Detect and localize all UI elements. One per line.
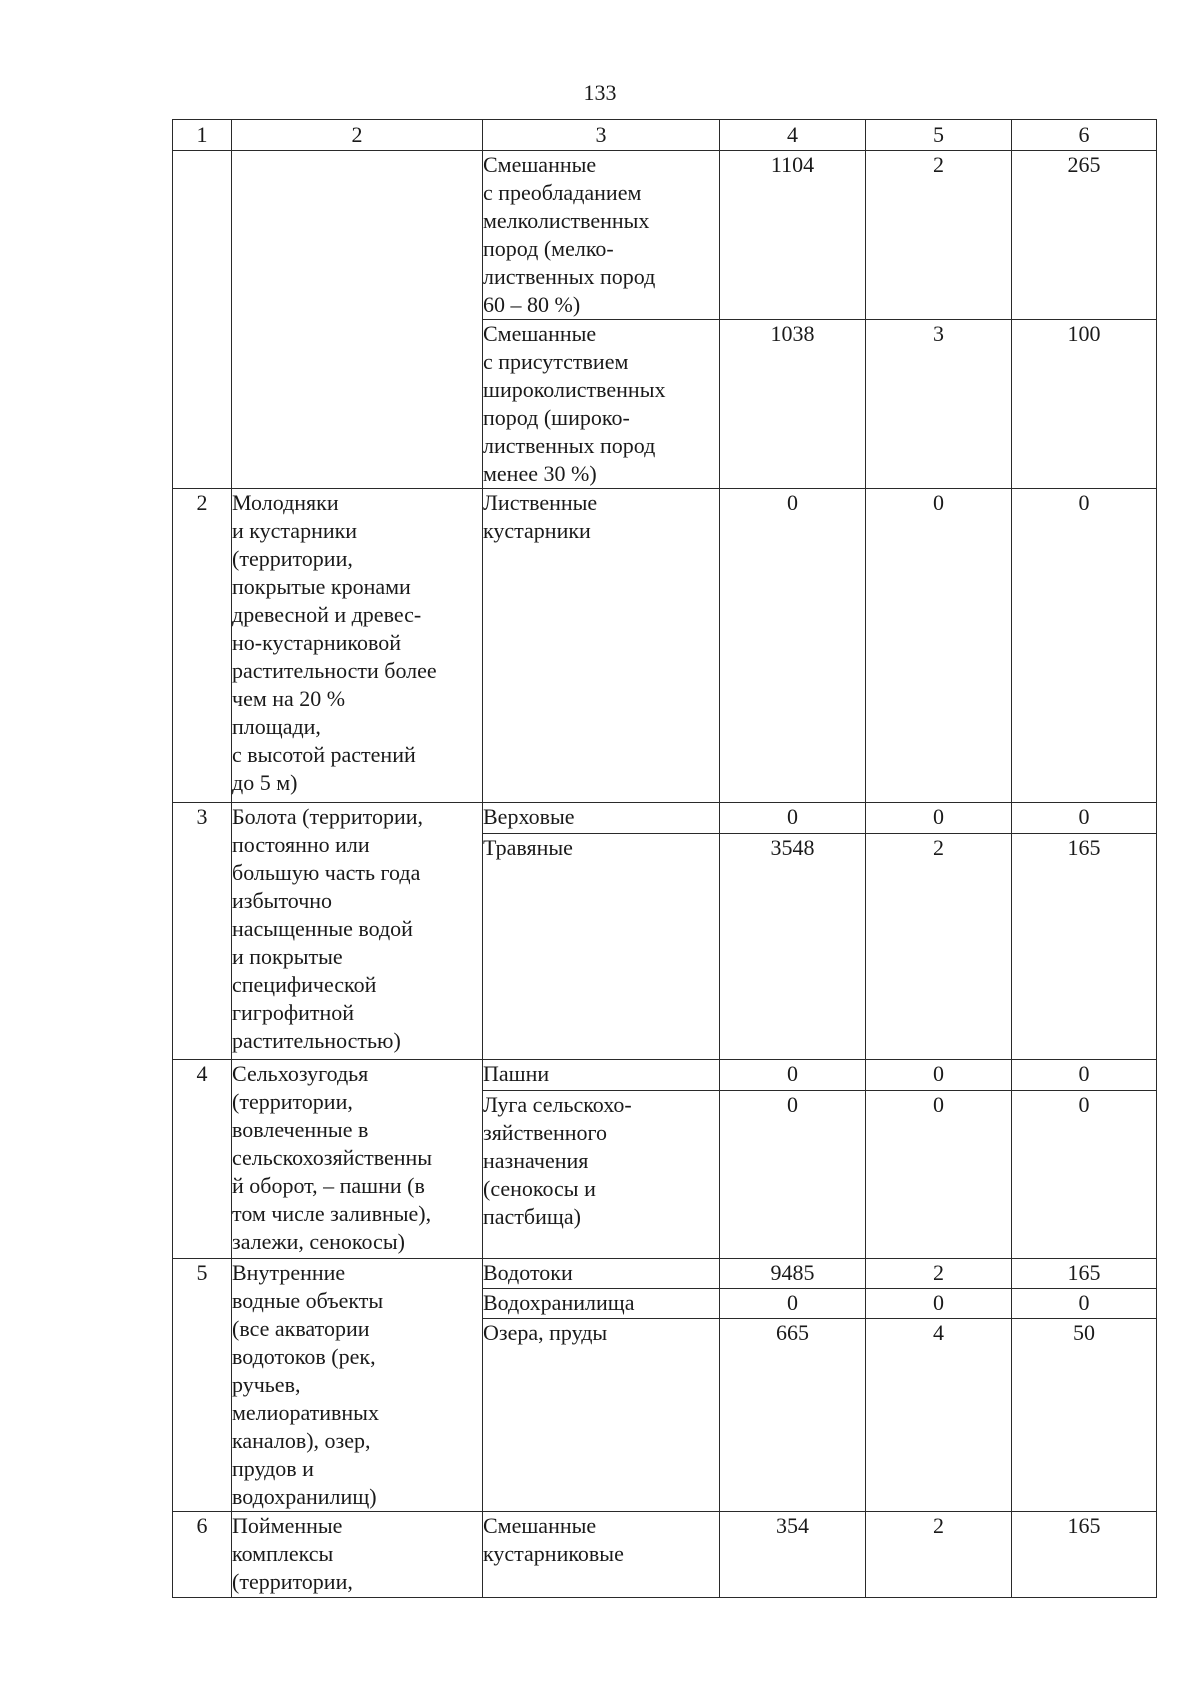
value-cell-col4: 9485 — [720, 1259, 866, 1289]
row-number: 2 — [173, 489, 232, 803]
value-cell-col6: 0 — [1012, 1091, 1157, 1259]
column-header: 5 — [866, 120, 1012, 151]
value-cell-col5: 2 — [866, 1259, 1012, 1289]
value-cell-col4: 0 — [720, 489, 866, 803]
table-row — [173, 489, 1157, 803]
type-cell: Водохранилища — [483, 1289, 720, 1319]
row-number: 4 — [173, 1060, 232, 1259]
value-cell-col4: 665 — [720, 1319, 866, 1512]
value-cell-col6: 50 — [1012, 1319, 1157, 1512]
value-cell-col6: 0 — [1012, 803, 1157, 834]
table-row — [173, 1259, 1157, 1289]
table-row — [173, 1512, 1157, 1598]
type-cell: Верховые — [483, 803, 720, 834]
value-cell-col5: 0 — [866, 489, 1012, 803]
value-cell-col4: 0 — [720, 1091, 866, 1259]
type-cell: Озера, пруды — [483, 1319, 720, 1512]
column-header: 1 — [173, 120, 232, 151]
category-cell: Сельхозугодья (территории, вовлеченные в сельскохозяйственны й оборот, – пашни (в том числе заливные), залежи, сенокосы) — [232, 1060, 483, 1259]
value-cell-col6: 265 — [1012, 151, 1157, 320]
category-cell: Болота (территории, постоянно или большую часть года избыточно насыщенные водой и покрытые специфической гигрофитной растительностью) — [232, 803, 483, 1060]
type-cell: Смешанные кустарниковые — [483, 1512, 720, 1598]
row-number: 3 — [173, 803, 232, 1060]
table-row — [173, 151, 1157, 320]
value-cell-col6: 0 — [1012, 1289, 1157, 1319]
table-row — [173, 1060, 1157, 1091]
value-cell-col6: 100 — [1012, 320, 1157, 489]
column-header: 4 — [720, 120, 866, 151]
value-cell-col5: 0 — [866, 1060, 1012, 1091]
category-cell: Внутренние водные объекты (все акватории водотоков (рек, ручьев, мелиоративных каналов), озер, прудов и водохранилищ) — [232, 1259, 483, 1512]
value-cell-col5: 0 — [866, 1091, 1012, 1259]
value-cell-col4: 3548 — [720, 834, 866, 1060]
value-cell-col5: 2 — [866, 1512, 1012, 1598]
value-cell-col4: 0 — [720, 1060, 866, 1091]
value-cell-col6: 165 — [1012, 1259, 1157, 1289]
category-cell — [232, 151, 483, 489]
type-cell: Смешанные с преобладанием мелколиственных пород (мелко- лиственных пород 60 – 80 %) — [483, 151, 720, 320]
value-cell-col4: 0 — [720, 1289, 866, 1319]
column-header: 2 — [232, 120, 483, 151]
data-table — [172, 119, 1157, 1598]
value-cell-col5: 2 — [866, 151, 1012, 320]
value-cell-col6: 0 — [1012, 1060, 1157, 1091]
header-row — [173, 120, 1157, 151]
page-number: 133 — [583, 80, 617, 105]
value-cell-col6: 165 — [1012, 1512, 1157, 1598]
type-cell: Лиственные кустарники — [483, 489, 720, 803]
value-cell-col4: 1038 — [720, 320, 866, 489]
type-cell: Пашни — [483, 1060, 720, 1091]
row-number — [173, 151, 232, 489]
value-cell-col4: 0 — [720, 803, 866, 834]
table-row — [173, 803, 1157, 834]
value-cell-col5: 2 — [866, 834, 1012, 1060]
value-cell-col5: 3 — [866, 320, 1012, 489]
column-header: 6 — [1012, 120, 1157, 151]
value-cell-col5: 4 — [866, 1319, 1012, 1512]
value-cell-col5: 0 — [866, 1289, 1012, 1319]
value-cell-col6: 165 — [1012, 834, 1157, 1060]
category-cell: Пойменные комплексы (территории, — [232, 1512, 483, 1598]
row-number: 6 — [173, 1512, 232, 1598]
value-cell-col5: 0 — [866, 803, 1012, 834]
value-cell-col4: 1104 — [720, 151, 866, 320]
type-cell: Водотоки — [483, 1259, 720, 1289]
type-cell: Луга сельскохо- зяйственного назначения (сенокосы и пастбища) — [483, 1091, 720, 1259]
type-cell: Травяные — [483, 834, 720, 1060]
category-cell: Молодняки и кустарники (территории, покрытые кронами древесной и древес- но-кустарниковой растительности более чем на 20 % площади, с высотой растений до 5 м) — [232, 489, 483, 803]
row-number: 5 — [173, 1259, 232, 1512]
value-cell-col6: 0 — [1012, 489, 1157, 803]
column-header: 3 — [483, 120, 720, 151]
value-cell-col4: 354 — [720, 1512, 866, 1598]
type-cell: Смешанные с присутствием широколиственных пород (широко- лиственных пород менее 30 %) — [483, 320, 720, 489]
